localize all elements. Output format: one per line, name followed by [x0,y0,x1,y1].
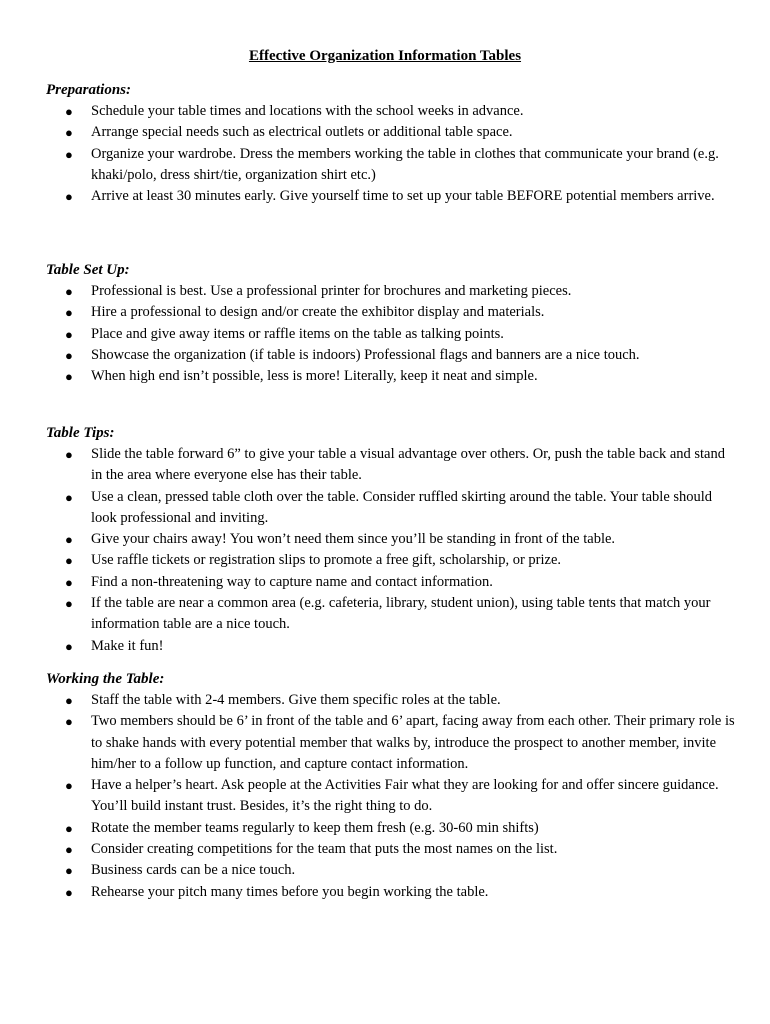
bullet-icon: ● [65,326,73,342]
section-preparations [46,80,736,207]
bullet-icon: ● [65,284,73,299]
list-item: ● Organize your wardrobe. Dress the members working the table in clothes that communicate your brand (e.g. khaki/polo, dress shirt/tie, organization shirt etc.) [65,145,719,183]
section-working-the-table [46,669,736,903]
bullet-icon: ● [65,305,73,321]
list-item: ● Arrange special needs such as electrical outlets or additional table space. [46,122,736,143]
bullet-list [46,690,736,903]
list-item: ● Give your chairs away! You won’t need them since you’ll be standing in front of the table. [46,529,736,550]
bullet-icon: ● [65,146,73,162]
list-item: ● Arrive at least 30 minutes early. Give yourself time to set up your table BEFORE potential members arrive. [46,186,736,207]
section-heading: Preparations: [46,82,132,98]
bullet-icon: ● [65,104,73,119]
bullet-icon: ● [65,778,73,794]
bullet-icon: ● [65,693,73,708]
list-item: ● Slide the table forward 6” to give your table a visual advantage over others. Or, push the table back and stand in the area where everyone else has their table. [65,446,725,484]
bullet-icon: ● [65,447,73,462]
bullet-icon: ● [65,638,73,654]
bullet-icon: ● [65,125,73,141]
bullet-list [46,281,736,387]
bullet-icon: ● [65,863,73,879]
list-item: ● Make it fun! [46,636,736,657]
bullet-icon: ● [65,884,73,900]
section-heading: Table Set Up: [46,262,130,278]
bullet-icon: ● [65,532,73,548]
list-item: ● Place and give away items or raffle items on the table as talking points. [46,324,736,345]
bullet-icon: ● [65,553,73,569]
section-table-set-up [46,260,736,387]
list-item: ● Schedule your table times and locations with the school weeks in advance. [46,101,736,122]
bullet-list [46,444,736,657]
section-table-tips [46,423,736,657]
document-title: Effective Organization Information Tables [248,48,522,64]
section-heading: Working the Table: [46,671,165,687]
list-item: ● Find a non-threatening way to capture name and contact information. [46,572,736,593]
list-item: ● Business cards can be a nice touch. [46,860,736,881]
bullet-list [46,101,736,207]
list-item: ● If the table are near a common area (e.g. cafeteria, library, student union), using table tents that match your information table are a nice touch. [65,595,711,633]
bullet-icon: ● [65,842,73,858]
bullet-icon: ● [65,189,73,205]
bullet-icon: ● [65,347,73,363]
bullet-icon: ● [65,714,73,730]
list-item: ● Showcase the organization (if table is indoors) Professional flags and banners are a nice touch. [46,345,736,366]
list-item: ● Consider creating competitions for the team that puts the most names on the list. [46,839,736,860]
list-item: ● Use raffle tickets or registration slips to promote a free gift, scholarship, or prize. [46,550,736,571]
bullet-icon: ● [65,596,73,612]
bullet-icon: ● [65,489,73,505]
list-item: ● Two members should be 6’ in front of the table and 6’ apart, facing away from each other. Their primary role is to shake hands with every potential member that walks by, introduce the prospect to another member, invite him/her to a follow up function, and capture contact information. [65,713,735,772]
list-item: ● Professional is best. Use a professional printer for brochures and marketing pieces. [46,281,736,302]
list-item: ● Staff the table with 2-4 members. Give them specific roles at the table. [46,690,736,711]
bullet-icon: ● [65,820,73,836]
bullet-icon: ● [65,574,73,590]
bullet-icon: ● [65,369,73,385]
section-heading: Table Tips: [46,425,115,441]
list-item: ● Rehearse your pitch many times before you begin working the table. [46,882,736,903]
list-item: ● Hire a professional to design and/or create the exhibitor display and materials. [46,302,736,323]
list-item: ● When high end isn’t possible, less is more! Literally, keep it neat and simple. [46,366,736,387]
list-item: ● Rotate the member teams regularly to keep them fresh (e.g. 30-60 min shifts) [46,818,736,839]
list-item: ● Have a helper’s heart. Ask people at the Activities Fair what they are looking for and offer sincere guidance. You’ll build instant trust. Besides, it’s the right thing to do. [65,777,719,815]
list-item: ● Use a clean, pressed table cloth over the table. Consider ruffled skirting around the table. Your table should look professional and inviting. [65,488,713,526]
